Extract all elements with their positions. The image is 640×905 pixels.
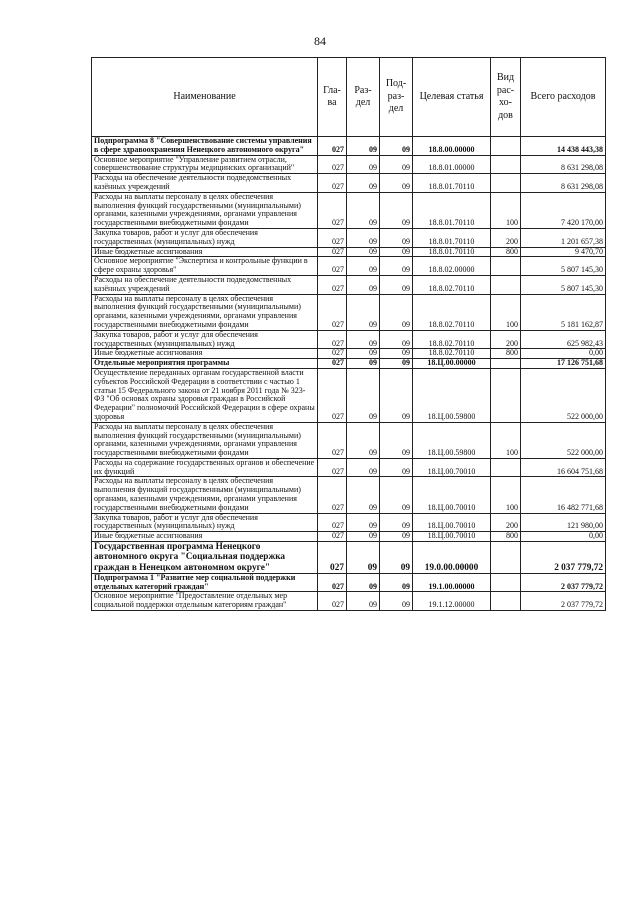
table-row	[92, 573, 606, 592]
row-vid: 200	[491, 513, 521, 532]
row-glava: 027	[318, 513, 347, 532]
row-amount: 121 980,00	[521, 513, 606, 532]
table-row	[92, 174, 606, 193]
row-vid	[491, 257, 521, 276]
row-target: 18.8.02.70110	[413, 349, 491, 359]
row-razdel: 09	[347, 532, 380, 542]
table-row	[92, 513, 606, 532]
table-row	[92, 477, 606, 513]
row-razdel: 09	[347, 542, 380, 574]
row-razdel: 09	[347, 573, 380, 592]
row-target: 18.8.02.00000	[413, 257, 491, 276]
row-target: 18.8.01.70110	[413, 192, 491, 228]
row-name: Расходы на выплаты персоналу в целях обеспечения выполнения функций государственными (муниципальными) органами, казенными учреждениями, органами управления государственными внебюджетными фондами	[92, 422, 318, 458]
header-name: Наименование	[92, 58, 318, 137]
row-name: Расходы на содержание государственных органов и обеспечение их функций	[92, 458, 318, 477]
row-vid: 800	[491, 247, 521, 257]
row-razdel: 09	[347, 458, 380, 477]
row-name: Расходы на выплаты персоналу в целях обеспечения выполнения функций государственными (муниципальными) органами, казенными учреждениями, органами управления государственными внебюджетными фондами	[92, 294, 318, 330]
row-podrazdel: 09	[380, 294, 413, 330]
table-row	[92, 422, 606, 458]
row-name: Расходы на обеспечение деятельности подведомственных казённых учреждений	[92, 174, 318, 193]
row-amount: 2 037 779,72	[521, 573, 606, 592]
row-glava: 027	[318, 349, 347, 359]
row-amount: 2 037 779,72	[521, 592, 606, 611]
row-vid: 100	[491, 192, 521, 228]
row-target: 18.8.01.00000	[413, 155, 491, 174]
row-amount: 7 420 170,00	[521, 192, 606, 228]
row-glava: 027	[318, 330, 347, 349]
row-glava: 027	[318, 542, 347, 574]
row-amount: 1 201 657,38	[521, 228, 606, 247]
row-amount: 16 604 751,68	[521, 458, 606, 477]
row-amount: 5 807 145,30	[521, 257, 606, 276]
row-name: Расходы на обеспечение деятельности подведомственных казённых учреждений	[92, 275, 318, 294]
row-vid	[491, 275, 521, 294]
row-target: 18.Ц.00.70010	[413, 458, 491, 477]
row-name: Иные бюджетные ассигнования	[92, 532, 318, 542]
row-amount: 16 482 771,68	[521, 477, 606, 513]
row-razdel: 09	[347, 359, 380, 369]
row-vid: 100	[491, 294, 521, 330]
row-target: 18.8.02.70110	[413, 330, 491, 349]
row-amount: 625 982,43	[521, 330, 606, 349]
row-target: 18.8.02.70110	[413, 275, 491, 294]
row-vid: 200	[491, 228, 521, 247]
row-razdel: 09	[347, 513, 380, 532]
row-amount: 8 631 298,08	[521, 174, 606, 193]
row-podrazdel: 09	[380, 542, 413, 574]
row-target: 18.Ц.00.70010	[413, 477, 491, 513]
row-vid	[491, 573, 521, 592]
row-glava: 027	[318, 275, 347, 294]
table-header-row	[92, 58, 606, 137]
table-row	[92, 257, 606, 276]
row-name: Иные бюджетные ассигнования	[92, 247, 318, 257]
row-amount: 0,00	[521, 349, 606, 359]
budget-table	[91, 57, 606, 611]
row-name: Основное мероприятие "Предоставление отдельных мер социальной поддержки отдельным категориям граждан"	[92, 592, 318, 611]
row-razdel: 09	[347, 477, 380, 513]
row-razdel: 09	[347, 247, 380, 257]
table-row	[92, 532, 606, 542]
header-glava: Гла- ва	[318, 58, 347, 137]
row-vid: 800	[491, 532, 521, 542]
row-razdel: 09	[347, 174, 380, 193]
row-vid	[491, 368, 521, 422]
row-razdel: 09	[347, 155, 380, 174]
row-razdel: 09	[347, 349, 380, 359]
row-vid	[491, 592, 521, 611]
row-amount: 2 037 779,72	[521, 542, 606, 574]
row-glava: 027	[318, 422, 347, 458]
row-razdel: 09	[347, 275, 380, 294]
row-glava: 027	[318, 368, 347, 422]
row-glava: 027	[318, 477, 347, 513]
row-target: 18.Ц.00.70010	[413, 513, 491, 532]
row-podrazdel: 09	[380, 228, 413, 247]
row-razdel: 09	[347, 137, 380, 156]
row-name: Основное мероприятие "Экспертиза и контрольные функции в сфере охраны здоровья"	[92, 257, 318, 276]
row-name: Осуществление переданных органам государственной власти субъектов Российской Федерации в соответствии с частью 1 статьи 15 Федерального закона от 21 ноября 2011 года № 323-ФЗ "Об основах охраны здоровья граждан в Российской Федерации" полномочий Российской Федерации в сфере охраны здоровья	[92, 368, 318, 422]
row-podrazdel: 09	[380, 330, 413, 349]
row-podrazdel: 09	[380, 359, 413, 369]
row-glava: 027	[318, 532, 347, 542]
row-glava: 027	[318, 247, 347, 257]
row-name: Отдельные мероприятия программы	[92, 359, 318, 369]
page-number: 84	[314, 34, 326, 48]
row-target: 18.8.01.70110	[413, 228, 491, 247]
row-glava: 027	[318, 174, 347, 193]
header-podrazdel: Под- раз- дел	[380, 58, 413, 137]
row-razdel: 09	[347, 368, 380, 422]
row-podrazdel: 09	[380, 513, 413, 532]
row-razdel: 09	[347, 330, 380, 349]
row-amount: 14 438 443,38	[521, 137, 606, 156]
row-glava: 027	[318, 155, 347, 174]
row-glava: 027	[318, 458, 347, 477]
row-glava: 027	[318, 294, 347, 330]
row-amount: 0,00	[521, 532, 606, 542]
row-razdel: 09	[347, 228, 380, 247]
row-podrazdel: 09	[380, 275, 413, 294]
row-name: Расходы на выплаты персоналу в целях обеспечения выполнения функций государственными (муниципальными) органами, казенными учреждениями, органами управления государственными внебюджетными фондами	[92, 477, 318, 513]
table-row	[92, 192, 606, 228]
table-row	[92, 458, 606, 477]
table-row	[92, 155, 606, 174]
row-glava: 027	[318, 592, 347, 611]
row-target: 18.Ц.00.00000	[413, 359, 491, 369]
row-razdel: 09	[347, 592, 380, 611]
row-vid: 100	[491, 477, 521, 513]
row-glava: 027	[318, 257, 347, 276]
row-amount: 8 631 298,08	[521, 155, 606, 174]
row-amount: 17 126 751,68	[521, 359, 606, 369]
row-name: Иные бюджетные ассигнования	[92, 349, 318, 359]
row-glava: 027	[318, 359, 347, 369]
row-name: Государственная программа Ненецкого автономного округа "Социальная поддержка граждан в Ненецком автономном округе"	[92, 542, 318, 574]
table-row	[92, 359, 606, 369]
row-target: 18.8.00.00000	[413, 137, 491, 156]
row-target: 18.8.01.70110	[413, 174, 491, 193]
row-amount: 9 470,70	[521, 247, 606, 257]
row-podrazdel: 09	[380, 573, 413, 592]
row-glava: 027	[318, 192, 347, 228]
row-razdel: 09	[347, 422, 380, 458]
row-razdel: 09	[347, 257, 380, 276]
table-row	[92, 330, 606, 349]
row-amount: 5 807 145,30	[521, 275, 606, 294]
row-podrazdel: 09	[380, 477, 413, 513]
row-vid: 200	[491, 330, 521, 349]
row-vid	[491, 542, 521, 574]
row-vid	[491, 458, 521, 477]
row-target: 18.8.01.70110	[413, 247, 491, 257]
row-razdel: 09	[347, 192, 380, 228]
table-row	[92, 592, 606, 611]
header-vid: Вид рас- хо- дов	[491, 58, 521, 137]
row-vid: 100	[491, 422, 521, 458]
row-vid	[491, 137, 521, 156]
table-row	[92, 228, 606, 247]
row-podrazdel: 09	[380, 247, 413, 257]
row-glava: 027	[318, 137, 347, 156]
row-target: 19.0.00.00000	[413, 542, 491, 574]
row-name: Основное мероприятие "Управление развитием отрасли, совершенствование структуры медицинских организаций"	[92, 155, 318, 174]
row-vid	[491, 155, 521, 174]
row-podrazdel: 09	[380, 422, 413, 458]
table-row	[92, 137, 606, 156]
row-vid	[491, 359, 521, 369]
row-podrazdel: 09	[380, 592, 413, 611]
row-podrazdel: 09	[380, 458, 413, 477]
row-target: 18.Ц.00.70010	[413, 532, 491, 542]
row-amount: 5 181 162,87	[521, 294, 606, 330]
row-podrazdel: 09	[380, 532, 413, 542]
table-row	[92, 247, 606, 257]
table-row	[92, 275, 606, 294]
row-vid: 800	[491, 349, 521, 359]
table-row	[92, 294, 606, 330]
row-amount: 522 000,00	[521, 368, 606, 422]
header-total: Всего расходов	[521, 58, 606, 137]
row-podrazdel: 09	[380, 257, 413, 276]
row-podrazdel: 09	[380, 137, 413, 156]
header-target: Целевая статья	[413, 58, 491, 137]
row-podrazdel: 09	[380, 368, 413, 422]
row-name: Закупка товаров, работ и услуг для обеспечения государственных (муниципальных) нужд	[92, 330, 318, 349]
row-amount: 522 000,00	[521, 422, 606, 458]
row-target: 18.Ц.00.59800	[413, 368, 491, 422]
row-podrazdel: 09	[380, 155, 413, 174]
row-name: Закупка товаров, работ и услуг для обеспечения государственных (муниципальных) нужд	[92, 228, 318, 247]
row-glava: 027	[318, 228, 347, 247]
table-row	[92, 349, 606, 359]
row-podrazdel: 09	[380, 174, 413, 193]
row-razdel: 09	[347, 294, 380, 330]
table-row	[92, 542, 606, 574]
row-target: 18.8.02.70110	[413, 294, 491, 330]
row-name: Расходы на выплаты персоналу в целях обеспечения выполнения функций государственными (муниципальными) органами, казенными учреждениями, органами управления государственными внебюджетными фондами	[92, 192, 318, 228]
row-target: 19.1.00.00000	[413, 573, 491, 592]
row-podrazdel: 09	[380, 349, 413, 359]
row-target: 19.1.12.00000	[413, 592, 491, 611]
row-vid	[491, 174, 521, 193]
row-target: 18.Ц.00.59800	[413, 422, 491, 458]
row-podrazdel: 09	[380, 192, 413, 228]
row-name: Закупка товаров, работ и услуг для обеспечения государственных (муниципальных) нужд	[92, 513, 318, 532]
row-glava: 027	[318, 573, 347, 592]
row-name: Подпрограмма 1 "Развитие мер социальной поддержки отдельных категорий граждан"	[92, 573, 318, 592]
header-razdel: Раз- дел	[347, 58, 380, 137]
row-name: Подпрограмма 8 "Совершенствование системы управления в сфере здравоохранения Ненецкого автономного округа"	[92, 137, 318, 156]
table-row	[92, 368, 606, 422]
